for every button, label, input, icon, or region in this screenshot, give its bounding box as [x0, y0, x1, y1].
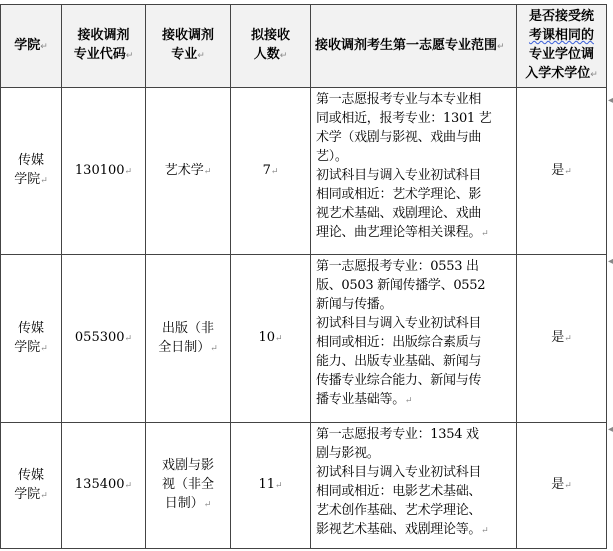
- first-choice-range-cell: 第一志愿报考专业与本专业相 同或相近，报考专业：1301 艺 术学（戏剧与影视、戏曲与曲 艺）。 初试科目与调入专业初试科目 相同或相近：艺术学理论、影 视艺术基础、戏剧理论、戏曲 理论、曲艺理论等相关课程。↵: [311, 88, 517, 255]
- table-edge-mark: ◂: [608, 256, 613, 267]
- major-name-cell: 艺术学↵: [146, 88, 231, 255]
- major-name-cell: 出版（非 全日制）↵: [146, 255, 231, 423]
- table-edge-mark: ◂: [608, 95, 613, 106]
- planned-count-cell: 11↵: [231, 423, 311, 549]
- major-code-cell: 130100↵: [62, 88, 146, 255]
- header-college: 学院↵: [1, 5, 62, 88]
- table-edge-mark: ◂: [608, 424, 613, 435]
- major-name-cell: 戏剧与影 视（非全 日制）↵: [146, 423, 231, 549]
- planned-count-cell: 10↵: [231, 255, 311, 423]
- first-choice-range-cell: 第一志愿报考专业：0553 出 版、0503 新闻传播学、0552 新闻与传播。 初试科目与调入专业初试科目 相同或相近：出版综合素质与 能力、出版专业基础、新闻与 传播专业综合能力、新闻与传 播专业基础等。↵: [311, 255, 517, 423]
- major-code-cell: 135400↵: [62, 423, 146, 549]
- header-major: 接收调剂 专业↵: [146, 5, 231, 88]
- college-cell: 传媒 学院↵: [1, 88, 62, 255]
- planned-count-cell: 7↵: [231, 88, 311, 255]
- header-row: [1, 5, 607, 88]
- major-code-cell: 055300↵: [62, 255, 146, 423]
- adjustment-table: [0, 4, 607, 549]
- college-cell: 传媒 学院↵: [1, 255, 62, 423]
- accept-cell: 是↵: [517, 255, 607, 423]
- accept-cell: 是↵: [517, 88, 607, 255]
- header-major-code: 接收调剂 专业代码↵: [62, 5, 146, 88]
- header-planned-count: 拟接收 人数↵: [231, 5, 311, 88]
- table-row: [1, 423, 607, 549]
- table-row: [1, 255, 607, 423]
- table-row: [1, 88, 607, 255]
- college-cell: 传媒 学院↵: [1, 423, 62, 549]
- accept-cell: 是↵: [517, 423, 607, 549]
- first-choice-range-cell: 第一志愿报考专业：1354 戏 剧与影视。 初试科目与调入专业初试科目 相同或相近：电影艺术基础、 艺术创作基础、艺术学理论、 影视艺术基础、戏剧理论等。↵: [311, 423, 517, 549]
- header-accept-professional: 是否接受统 考课相同的 专业学位调 入学术学位↵: [517, 5, 607, 88]
- header-first-choice-range: 接收调剂考生第一志愿专业范围↵: [311, 5, 517, 88]
